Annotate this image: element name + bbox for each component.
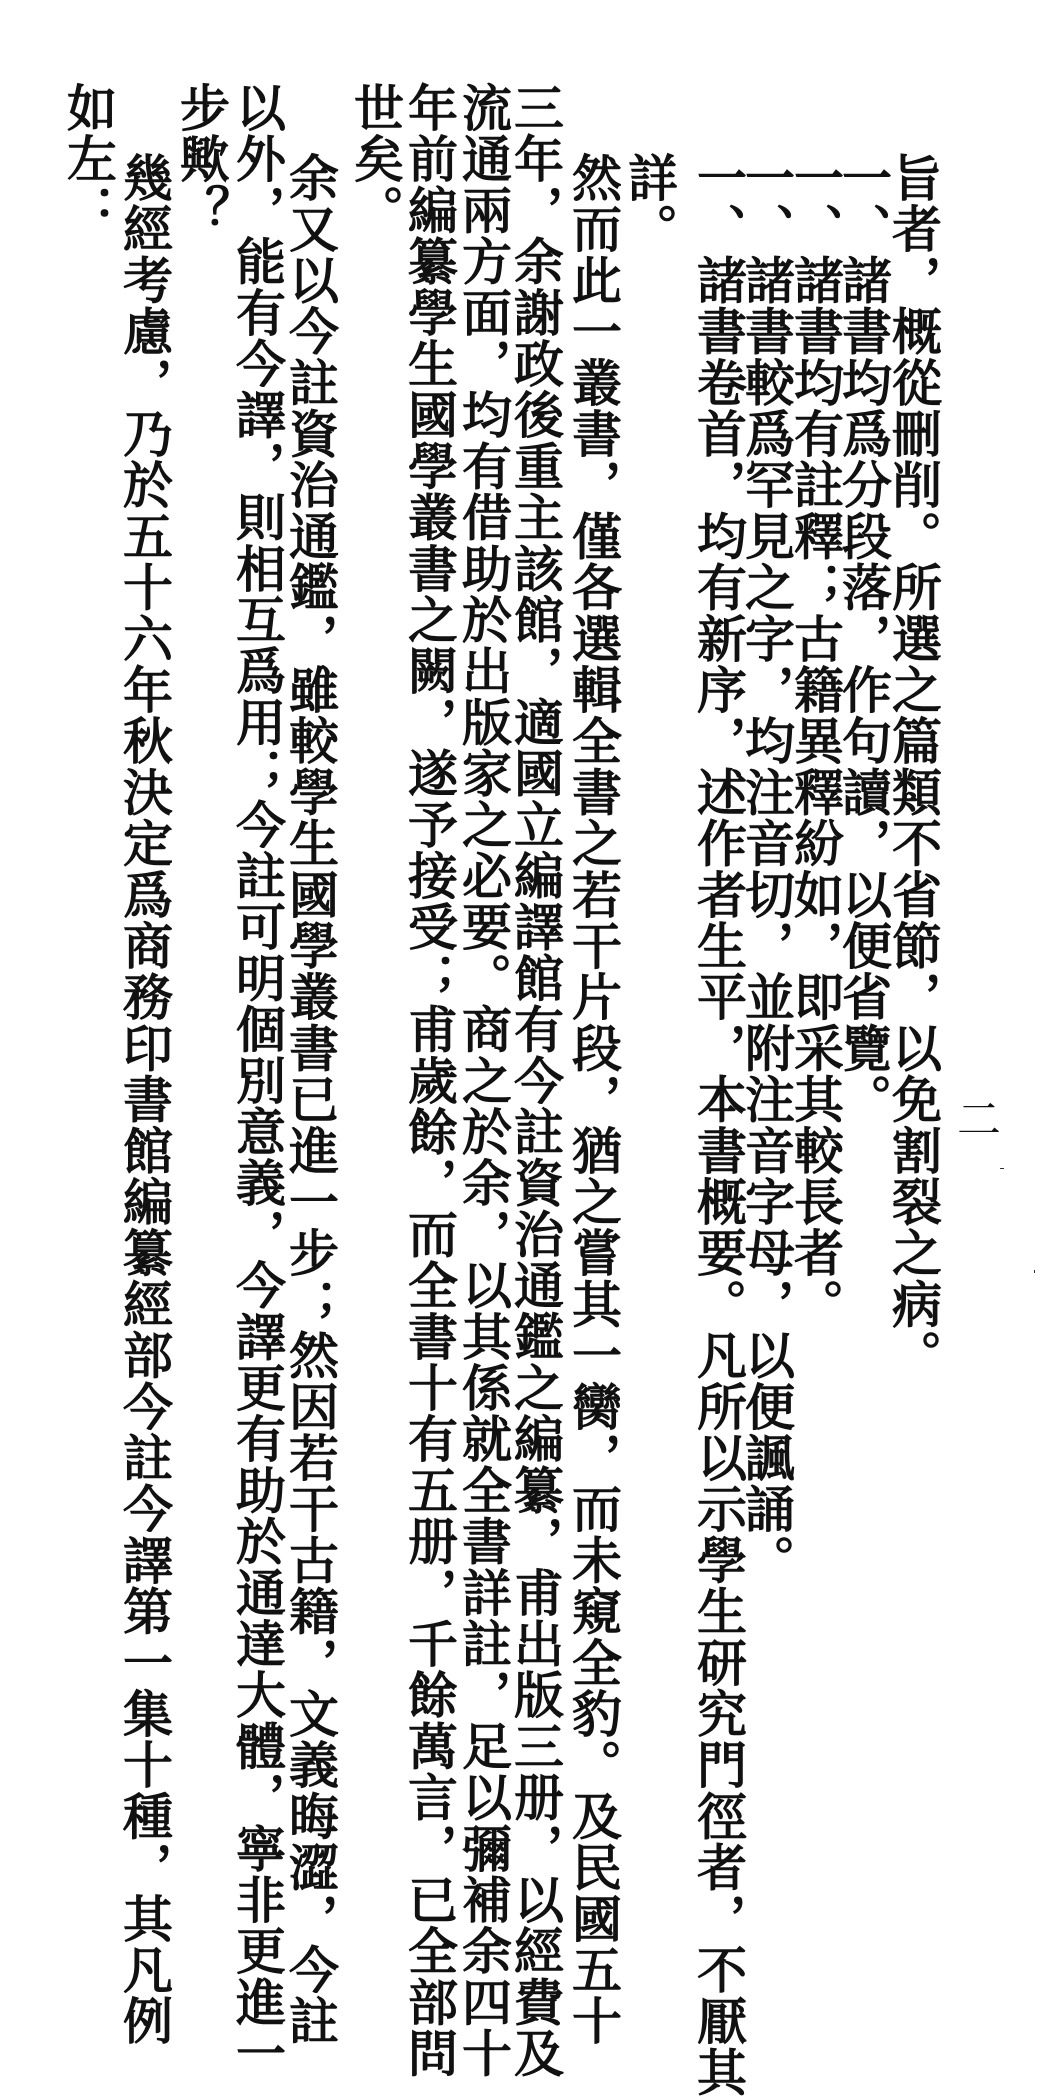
- text-column-9: 流通兩方面，均有借助於出版家之必要。商之於余，以其係就全書詳註，足以彌補余四十: [454, 82, 513, 2079]
- text-column-10: 年前編纂學生國學叢書之闕，遂予接受；甫歲餘，而全書十有五册，千餘萬言，已全部問: [400, 82, 459, 2079]
- scan-speck: [1034, 1270, 1035, 1273]
- scan-speck: [1000, 1168, 1004, 1169]
- text-column-1: 旨者，概從刪削。所選之篇類不省節，以免割裂之病。: [884, 152, 943, 1381]
- text-column-6: 詳。: [620, 152, 679, 255]
- text-column-12: 余又以今註資治通鑑，雖較學生國學叢書已進一步；然因若干古籍，文義晦澀，今註: [281, 152, 340, 2047]
- text-column-13: 以外，能有今譯，則相互爲用；今註可明個別意義，今譯更有助於通達大體，寧非更進一: [228, 82, 287, 2079]
- page-number: 二: [949, 1096, 1000, 1140]
- text-column-4: 一、諸書較爲罕見之字，均注音切，並附注音字母，以便諷誦。: [737, 152, 796, 1586]
- text-column-16: 如左：: [59, 82, 118, 236]
- text-column-15: 幾經考慮，乃於五十六年秋決定爲商務印書館編纂經部今註今譯第一集十種，其凡例: [115, 152, 174, 2047]
- text-column-2: 一、諸書均爲分段落，作句讀，以便省覽。: [834, 152, 893, 1125]
- text-column-14: 步歟？: [172, 82, 231, 236]
- text-column-11: 世矣。: [346, 82, 405, 236]
- text-column-8: 三年，余謝政後重主該館，適國立編譯館有今註資治通鑑之編纂，甫出版三册，以經費及: [506, 82, 565, 2079]
- text-column-3: 一、諸書均有註釋；古籍異釋紛如，即采其較長者。: [786, 152, 845, 1330]
- text-column-5: 一、諸書卷首，均有新序，述作者生平，本書概要。凡所以示學生研究門徑者，不厭其: [689, 152, 748, 2098]
- text-column-7: 然而此一叢書，僅各選輯全書之若干片段，猶之嘗其一臠，而未窺全豹。及民國五十: [564, 152, 623, 2047]
